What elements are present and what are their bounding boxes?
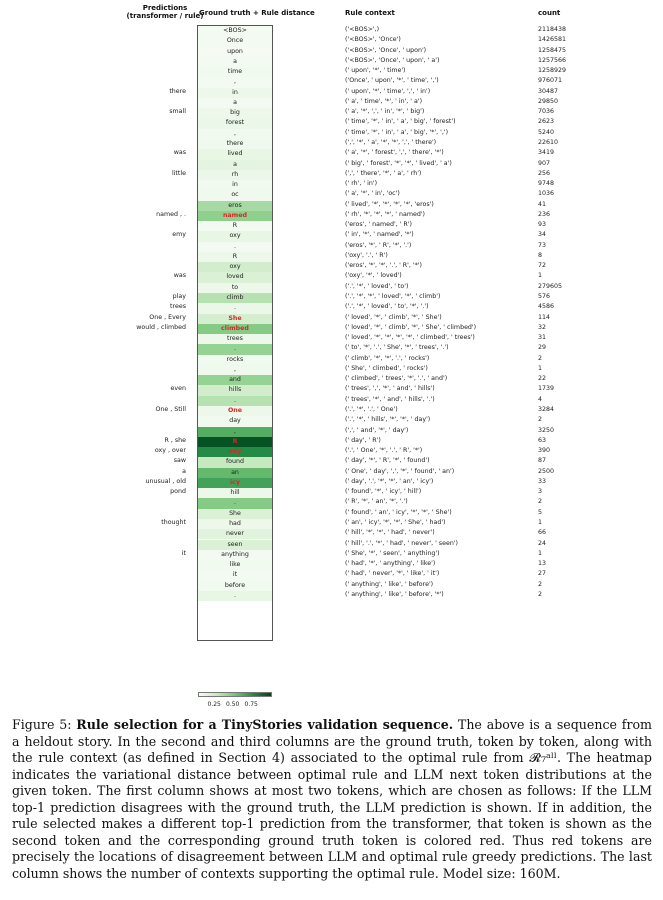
count-label: 5240 [538,128,555,136]
heatmap-cell: it [198,570,272,580]
count-label: 7036 [538,108,555,116]
prediction-label: it [181,549,186,557]
count-label: 29 [538,344,547,352]
rule-context-label: (' found', ' an', ' icy', '*', '*', ' She') [345,508,452,516]
heatmap-cell: big [198,108,272,118]
prediction-label: oxy , over [154,447,186,455]
prediction-label: little [171,169,186,177]
prediction-label: One , Every [149,313,186,321]
count-label: 66 [538,529,547,537]
count-label: 3 [538,488,543,496]
rule-context-label: (' time', '*', ' in', ' a', ' big', '*', ',') [345,128,449,136]
prediction-label: pond [170,488,186,496]
rule-context-label: (' in', '*', ' named', '*') [345,231,414,239]
count-label: 907 [538,159,551,167]
prediction-label: small [169,108,186,116]
rule-context-label: ('.', '*', ' loved', ' to') [345,282,409,290]
rule-context-label: (',', ' and', '*', ' day') [345,426,409,434]
rule-context-label: (' an', ' icy', '*', '*', ' She', ' had') [345,518,446,526]
prediction-label: unusual , old [145,477,186,485]
rule-context-label: (' loved', '*', ' climb', '*', ' She') [345,313,442,321]
heatmap-cell: icy [198,478,272,488]
count-label: 1 [538,518,543,526]
count-label: 13 [538,560,547,568]
colorbar-tick-label: 0.50 [226,701,240,708]
count-label: 2623 [538,118,555,126]
prediction-label: emy [172,231,186,239]
rule-context-label: (' day', '.', '*', '*', ' an', ' icy') [345,477,434,485]
rule-context-label: (' had', ' never', '*', ' like', ' it') [345,570,440,578]
heatmap-cell: in [198,180,272,190]
count-label: 1739 [538,385,555,393]
count-label: 2500 [538,467,555,475]
rule-context-header: Rule context [345,9,395,17]
heatmap-cell: . [198,591,272,601]
count-label: 2 [538,498,543,506]
count-label: 8 [538,251,543,259]
heatmap-cell: had [198,519,272,529]
rule-context-label: (' a', ' time', '*', ' in', ' a') [345,97,423,105]
count-label: 390 [538,447,551,455]
heatmap-cell: seen [198,540,272,550]
heatmap-cell: climb [198,293,272,303]
heatmap-cell: hills [198,385,272,395]
rule-context-label: ('oxy', '*', ' loved') [345,272,402,280]
heatmap-cell: and [198,375,272,385]
prediction-label: saw [173,457,186,465]
count-label: 1036 [538,190,555,198]
prediction-label: would , climbed [136,323,186,331]
rule-context-label: (' She', ' climbed', ' rocks') [345,364,428,372]
heatmap-cell: oxy [198,447,272,457]
heatmap-cell: R [198,221,272,231]
ground-truth-header: Ground truth + Rule distance [199,9,315,17]
heatmap-cell: in [198,88,272,98]
count-label: 33 [538,477,547,485]
count-label: 24 [538,539,547,547]
count-label: 1257566 [538,56,567,64]
rule-context-label: (' anything', ' like', ' before', '*') [345,590,444,598]
count-label: 31 [538,334,547,342]
heatmap-cell: to [198,283,272,293]
rule-context-label: (' a', '*', ' forest', ',', ' there', '*') [345,149,444,157]
rule-context-label: (' One', ' day', ',', '*', ' found', ' an') [345,467,455,475]
rule-context-label: ('eros', '*', ' R', '*', '.') [345,241,412,249]
prediction-label: was [173,149,186,157]
count-label: 5 [538,508,543,516]
heatmap-cell: She [198,509,272,519]
heatmap-cell: trees [198,334,272,344]
heatmap-cell: oxy [198,231,272,241]
count-label: 976071 [538,77,563,85]
figure-caption [12,717,652,882]
rule-context-label: ('.', '*', ' loved', ' to', '*', '.') [345,303,429,311]
heatmap-cell: oc [198,190,272,200]
heatmap-cell: upon [198,47,272,57]
rule-context-label: ('<BOS>', 'Once', ' upon') [345,46,427,54]
prediction-label: even [170,385,186,393]
count-label: 34 [538,231,547,239]
heatmap-cell: . [198,344,272,354]
count-label: 22610 [538,138,559,146]
rule-context-label: (' trees', '*', ' and', ' hills', '.') [345,395,435,403]
rule-context-label: (' time', '*', ' in', ' a', ' big', ' forest') [345,118,456,126]
heatmap-cell: anything [198,550,272,560]
rule-context-label: (' found', '*', ' icy', ' hill') [345,488,422,496]
rule-context-label: (' upon', '*', ' time') [345,67,406,75]
heatmap-cell: rh [198,170,272,180]
rule-context-label: ('.', '*', '*', ' loved', '*', ' climb') [345,293,441,301]
rule-context-label: ('.', ' One', '*', '.', ' R', '*') [345,447,423,455]
count-label: 2118438 [538,26,567,33]
colorbar-tick-label: 0.25 [207,701,221,708]
heatmap-cell: <BOS> [198,26,272,36]
count-label: 3419 [538,149,555,157]
heatmap-cell: . [198,498,272,508]
heatmap-cell: named [198,211,272,221]
rule-context-label: ('.', '*', ' hills', '*', '*', ' day') [345,416,431,424]
rule-context-label: ('.', '*', '.', ' One') [345,405,398,413]
rule-context-label: ('<BOS>', 'Once', ' upon', ' a') [345,56,440,64]
heatmap-cell: , [198,129,272,139]
rule-context-label: (' anything', ' like', ' before') [345,580,434,588]
heatmap-cell: , [198,77,272,87]
prediction-label: a [182,467,186,475]
rule-context-label: (' upon', '*', ' time', ',', ' in') [345,87,431,95]
count-label: 30487 [538,87,559,95]
heatmap-cell: . [198,303,272,313]
rule-context-label: (' lived', '*', '*', '*', '*', 'eros') [345,200,434,208]
heatmap-cell: lived [198,149,272,159]
heatmap-cell: . [198,396,272,406]
count-label: 72 [538,262,547,270]
count-label: 1258475 [538,46,567,54]
heatmap-column [197,25,273,641]
heatmap-cell: forest [198,118,272,128]
heatmap-cell: an [198,468,272,478]
count-label: 41 [538,200,547,208]
count-label: 2 [538,590,543,598]
rule-context-label: (' had', '*', ' anything', ' like') [345,560,436,568]
heatmap-cell: R [198,252,272,262]
prediction-label: thought [161,518,186,526]
rule-context-label: (' hill', '.', '*', ' had', ' never', ' seen') [345,539,459,547]
rule-context-label: ('Once', ' upon', '*', ' time', ',') [345,77,439,85]
count-label: 2 [538,580,543,588]
count-label: 93 [538,221,547,229]
rule-context-label: (' big', ' forest', '*', '*', ' lived', ' a') [345,159,452,167]
rule-context-label: (' a', '*', ' in', 'oc') [345,190,400,198]
count-label: 1426581 [538,36,567,44]
count-label: 256 [538,169,551,177]
heatmap-cell: hill [198,488,272,498]
count-label: 1 [538,272,543,280]
count-label: 27 [538,570,547,578]
heatmap-cell: there [198,139,272,149]
heatmap-cell: oxy [198,262,272,272]
prediction-label: trees [170,303,186,311]
heatmap-cell: time [198,67,272,77]
heatmap-cell: Once [198,36,272,46]
heatmap-cell: a [198,57,272,67]
rule-context-label: (' She', '*', ' seen', ' anything') [345,549,440,557]
count-label: 22 [538,375,547,383]
rule-context-label: (' loved', '*', ' climb', '*', ' She', ' climbed') [345,323,477,331]
heatmap-cell: rocks [198,355,272,365]
count-label: 29850 [538,97,559,105]
heatmap-cell: , [198,427,272,437]
heatmap-cell: She [198,314,272,324]
count-label: 4 [538,395,543,403]
rule-context-label: (' a', '*', ',', ' in', '*', ' big') [345,108,425,116]
colorbar [198,692,272,697]
rule-context-label: (' to', '*', '.', ' She', '*', ' trees', '.') [345,344,449,352]
count-label: 4586 [538,303,555,311]
rule-context-label: (' climb', '*', '*', '.', ' rocks') [345,354,430,362]
heatmap-cell: eros [198,201,272,211]
heatmap-cell: before [198,581,272,591]
heatmap-cell: One [198,406,272,416]
count-label: 3284 [538,405,555,413]
count-label: 114 [538,313,551,321]
heatmap-cell: climbed [198,324,272,334]
heatmap-cell: never [198,529,272,539]
heatmap-cell: like [198,560,272,570]
count-label: 1258929 [538,67,567,75]
rule-context-label: (',', ' there', '*', ' a', ' rh') [345,169,422,177]
rule-context-label: (' loved', '*', '*', '*', '*', ' climbed', ' trees') [345,334,475,342]
predictions-header-title: Predictions [142,4,188,12]
prediction-label: One , Still [155,405,186,413]
caption-text: The above is a sequence from a heldout story. In the second and third columns are the ground truth, token by token, along with the rule context (as defined in Section 4) associated to the optimal rule from 𝓡₇ᵃˡˡ. The heatmap indicates the variational distance between optimal rule and LLM next token distributions at the given token. The first column shows at most two tokens, which are chosen as follows: If the LLM top-1 prediction disagrees with the ground truth, the LLM prediction is shown. If in addition, the rule selected makes a different top-1 prediction from the transformer, that token is shown as the second token and the corresponding ground truth token is colored red. Thus red tokens are precisely the locations of disagreement between LLM and optimal rule greedy predictions. The last column shows the number of contexts supporting the optimal rule. Model size: 160M. [12,717,652,881]
count-label: 9748 [538,180,555,188]
caption-title: Rule selection for a TinyStories validation sequence. [76,717,454,732]
rule-context-label: ('eros', '*', '*', '.', ' R', '*') [345,262,422,270]
rule-context-label: (' climbed', ' trees', '*', '.', ' and') [345,375,448,383]
count-label: 63 [538,436,547,444]
predictions-header-sub: (transformer / rule) [126,12,204,20]
rule-context-label: (' hill', '*', '*', ' had', ' never') [345,529,435,537]
caption-label: Figure 5: [12,717,72,732]
rule-context-label: ('eros', ' named', ' R') [345,221,412,229]
rule-context-label: (' rh', '*', '*', '*', ' named') [345,210,426,218]
rule-context-label: ('oxy', '.', ' R') [345,251,388,259]
rule-context-label: (' day', '*', ' R', '*', ' found') [345,457,430,465]
prediction-label: was [173,272,186,280]
heatmap-cell: R [198,437,272,447]
heatmap-cell: . [198,242,272,252]
prediction-label: play [172,293,186,301]
rule-context-label: (',', '*', ' a', '*', '*', ',', ' there') [345,138,437,146]
colorbar-tick-label: 0.75 [244,701,258,708]
count-header: count [538,9,561,17]
heatmap-cell: found [198,457,272,467]
prediction-label: there [169,87,186,95]
heatmap-cell: , [198,365,272,375]
prediction-label: R , she [164,436,186,444]
rule-context-label: (' rh', ' in') [345,180,378,188]
count-label: 2 [538,416,543,424]
count-label: 1 [538,549,543,557]
count-label: 576 [538,293,551,301]
heatmap-cell: a [198,160,272,170]
rule-context-label: ('<BOS>', 'Once') [345,36,401,44]
count-label: 87 [538,457,547,465]
prediction-label: named , . [156,210,186,218]
heatmap-cell: day [198,416,272,426]
count-label: 279605 [538,282,563,290]
rule-context-label: (' day', ' R') [345,436,381,444]
rule-context-label: (' R', '*', ' an', '*', '.') [345,498,408,506]
heatmap-cell: loved [198,272,272,282]
rule-context-label: ('<BOS>',) [345,26,380,33]
count-label: 236 [538,210,551,218]
count-label: 73 [538,241,547,249]
count-label: 1 [538,364,543,372]
rule-context-label: (' trees', ',', '*', ' and', ' hills') [345,385,435,393]
heatmap-cell: a [198,98,272,108]
count-label: 3250 [538,426,555,434]
count-label: 2 [538,354,543,362]
count-label: 32 [538,323,547,331]
